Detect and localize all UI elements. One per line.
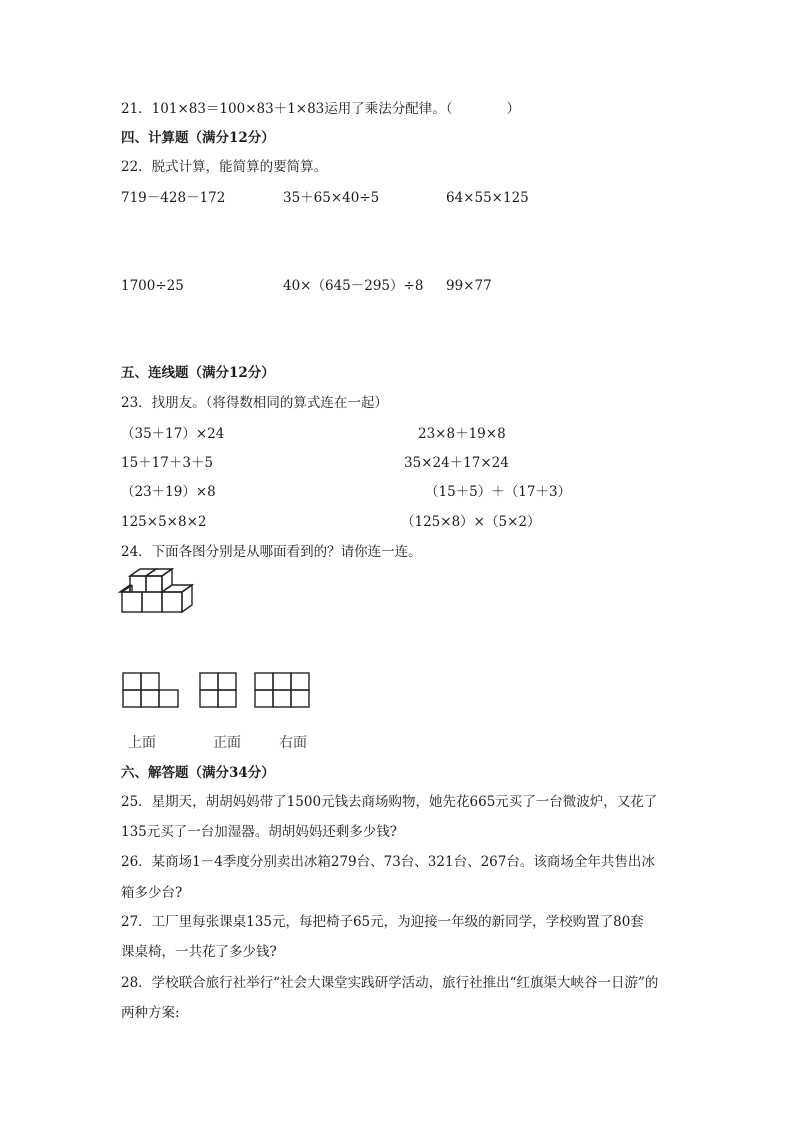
section-5-heading: 五、连线题（满分12分） bbox=[121, 365, 275, 381]
question-27-line2: 课桌椅，一共花了多少钱? bbox=[121, 944, 277, 960]
expr-3: 64×55×125 bbox=[446, 190, 529, 206]
question-24: 24．下面各图分别是从哪面看到的？请你连一连。 bbox=[121, 544, 422, 560]
top-view-grid bbox=[122, 672, 180, 708]
question-28-line1: 28．学校联合旅行社举行“社会大课堂实践研学活动，旅行社推出“红旗渠大峡谷一日游”的 bbox=[121, 975, 659, 991]
view-label-front: 正面 bbox=[213, 735, 241, 751]
question-21: 21．101×83＝100×83＋1×83运用了乘法分配律。（ ） bbox=[121, 101, 521, 117]
front-view-grid bbox=[199, 672, 239, 708]
match-left-4: 125×5×8×2 bbox=[121, 514, 207, 530]
view-label-top: 上面 bbox=[128, 735, 156, 751]
match-left-1: （35＋17）×24 bbox=[121, 426, 225, 442]
view-label-right: 右面 bbox=[279, 735, 307, 751]
match-right-2: 35×24＋17×24 bbox=[404, 455, 509, 471]
question-26-line2: 箱多少台? bbox=[121, 885, 183, 901]
question-26-line1: 26．某商场1－4季度分别卖出冰箱279台、73台、321台、267台。该商场全年共售出冰 bbox=[121, 854, 655, 870]
match-left-2: 15＋17＋3＋5 bbox=[121, 455, 214, 471]
match-right-3: （15＋5）＋（17＋3） bbox=[425, 484, 572, 500]
question-28-line2: 两种方案: bbox=[121, 1005, 180, 1021]
expr-2: 35＋65×40÷5 bbox=[283, 190, 380, 206]
question-27-line1: 27．工厂里每张课桌135元，每把椅子65元，为迎接一年级的新同学，学校购置了80套 bbox=[121, 914, 644, 930]
expr-1: 719－428－172 bbox=[121, 190, 226, 206]
match-left-3: （23＋19）×8 bbox=[121, 484, 216, 500]
match-right-1: 23×8＋19×8 bbox=[418, 426, 506, 442]
section-6-heading: 六、解答题（满分34分） bbox=[121, 765, 275, 781]
question-22: 22．脱式计算，能简算的要简算。 bbox=[121, 159, 328, 175]
section-4-heading: 四、计算题（满分12分） bbox=[121, 130, 275, 146]
question-23: 23．找朋友。（将得数相同的算式连在一起） bbox=[121, 395, 388, 411]
expr-6: 99×77 bbox=[446, 278, 492, 294]
expr-4: 1700÷25 bbox=[121, 278, 184, 294]
expr-5: 40×（645－295）÷8 bbox=[283, 278, 424, 294]
cube-stack-figure bbox=[118, 568, 203, 628]
right-view-grid bbox=[254, 672, 312, 708]
question-25-line2: 135元买了一台加湿器。胡胡妈妈还剩多少钱? bbox=[121, 824, 398, 840]
match-right-4: （125×8）×（5×2） bbox=[401, 514, 541, 530]
question-25-line1: 25．星期天，胡胡妈妈带了1500元钱去商场购物，她先花665元买了一台微波炉，又花了 bbox=[121, 794, 658, 810]
